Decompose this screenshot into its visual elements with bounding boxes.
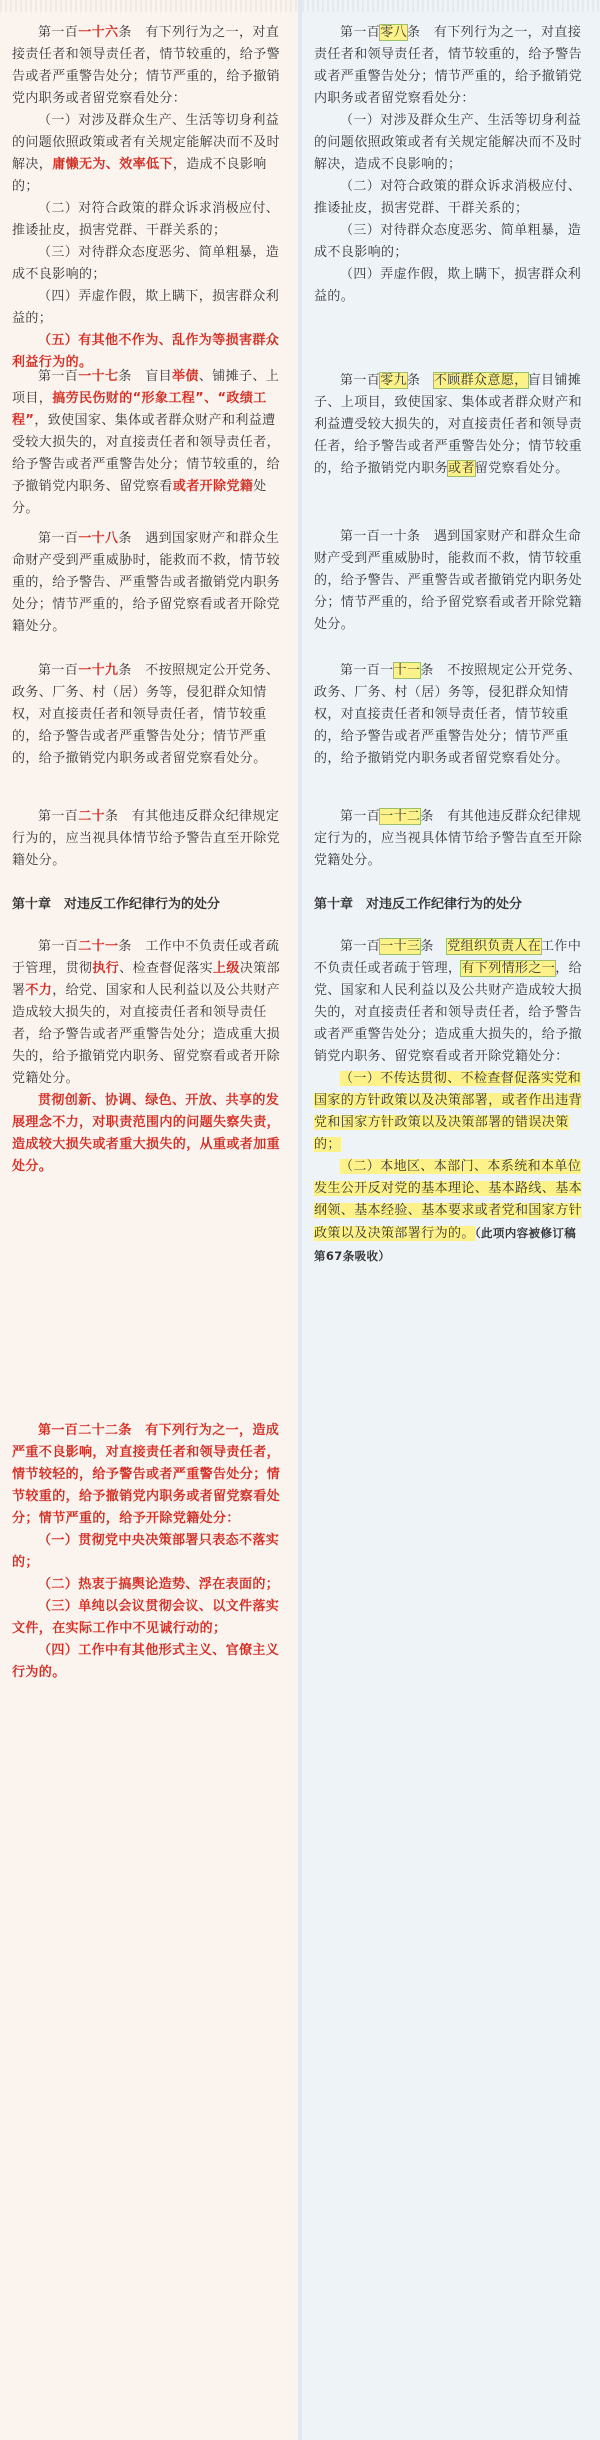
article-112: 第一百一十二条 有其他违反群众纪律规定行为的，应当视具体情节给予警告直至开除党籍处分。 (314, 809, 583, 868)
article-122-lead: 第一百二十二条 有下列行为之一，造成严重不良影响，对直接责任者和领导责任者，情节较轻的，给予警告或者严重警告处分；情节较重的，给予撤销党内职务或者留党察看处分；情节严重的，给予开除党籍处分： (12, 1423, 281, 1526)
article-121: 第一百二十一条 工作中不负责任或者疏于管理，贯彻执行、检查督促落实上级决策部署不力，给党、国家和人民利益以及公共财产造成较大损失的，对直接责任者和领导责任者，给予警告或者严重警告处分；造成重大损失的，给予撤销党内职务、留党察看或者开除党籍处分。 贯彻创新、协调、绿色、开放、共享的发展理念不力，对职责范围内的问题失察失责，造成较大损失或者重大损失的，从重或者加重处分。 (12, 936, 286, 1178)
article-108: 第一百零八条 有下列行为之一，对直接责任者和领导责任者，情节较重的，给予警告或者严重警告处分；情节严重的，给予撤销党内职务或者留党察看处分： （一）对涉及群众生产、生活等切身利益的问题依照政策或者有关规定能解决而不及时解决，造成不良影响的； （二）对符合政策的群众诉求消极应付、推诿扯皮，损害党群、干群关系的； （三）对待群众态度恶劣、简单粗暴，造成不良影响的； （四）弄虚作假，欺上瞒下，损害群众利益的。 (314, 25, 583, 304)
article-119: 第一百一十九条 不按照规定公开党务、政务、厂务、村（居）务等，侵犯群众知情权，对直接责任者和领导责任者，情节较重的，给予警告或者严重警告处分；情节严重的，给予撤销党内职务或者留党察看处分。 (12, 663, 280, 766)
article-113: 第一百一十三条 党组织负责人在工作中不负责任或者疏于管理，有下列情形之一，给党、国家和人民利益以及公共财产造成较大损失的，对直接责任者和领导责任者，给予警告或者严重警告处分；造成重大损失的，给予撤销党内职务、留党察看或者开除党籍处分： （一）不传达贯彻、不检查督促落实党和国家的方针政策以及决策部署，或者作出违背党和国家方针政策以及决策部署的错误决策的； （二）本地区、本部门、本系统和本单位发生公开反对党的基本理论、基本路线、基本纲领、基本经验、基本要求或者党和国家方针政策以及决策部署行为的。（此项内容被修订稿第67条吸收） (314, 939, 583, 1263)
left-column-new-version (0, 0, 298, 2440)
article-116 (12, 22, 286, 374)
article-120: 第一百二十条 有其他违反群众纪律规定行为的，应当视具体情节给予警告直至开除党籍处分。 (12, 809, 281, 868)
article-116-item-2: （二）对符合政策的群众诉求消极应付、推诿扯皮，损害党群、干群关系的； (12, 201, 280, 238)
article-116-item-5: （五）有其他不作为、乱作为等损害群众利益行为的。 (12, 333, 280, 370)
article-116-item-1: （一）对涉及群众生产、生活等切身利益的问题依照政策或者有关规定能解决而不及时解决，庸懒无为、效率低下，造成不良影响的； (12, 113, 281, 194)
revision-note: （此项内容被修订稿第67条吸收） (314, 1226, 577, 1263)
article-110: 第一百一十条 遇到国家财产和群众生命财产受到严重威胁时，能救而不救，情节较重的，给予警告、严重警告或者撤销党内职务处分；情节严重的，给予留党察看或者开除党籍处分。 (314, 529, 583, 632)
article-122-item-2: （二）热衷于搞舆论造势、浮在表面的； (38, 1577, 280, 1592)
article-116-lead: 第一百一十六条 有下列行为之一，对直接责任者和领导责任者，情节较重的，给予警告或者严重警告处分；情节严重的，给予撤销党内职务或者留党察看处分： (12, 25, 281, 106)
right-column-old-version (302, 0, 600, 2440)
article-122-item-1: （一）贯彻党中央决策部署只表态不落实的； (12, 1533, 280, 1570)
article-116-item-3: （三）对待群众态度恶劣、简单粗暴，造成不良影响的； (12, 245, 280, 282)
article-122 (12, 1420, 286, 1684)
article-111: 第一百一十一条 不按照规定公开党务、政务、厂务、村（居）务等，侵犯群众知情权，对直接责任者和领导责任者，情节较重的，给予警告或者严重警告处分；情节严重的，给予撤销党内职务或者留党察看处分。 (314, 663, 582, 766)
article-118: 第一百一十八条 遇到国家财产和群众生命财产受到严重威胁时，能救而不救，情节较重的，给予警告、严重警告或者撤销党内职务处分；情节严重的，给予留党察看或者开除党籍处分。 (12, 531, 281, 634)
chapter-10-heading-old: 第十章 对违反工作纪律行为的处分 (314, 897, 523, 912)
chapter-10-heading: 第十章 对违反工作纪律行为的处分 (12, 897, 221, 912)
article-121-new-paragraph: 贯彻创新、协调、绿色、开放、共享的发展理念不力，对职责范围内的问题失察失责，造成较大损失或者重大损失的，从重或者加重处分。 (12, 1093, 281, 1174)
article-117: 第一百一十七条 盲目举债、铺摊子、上项目，搞劳民伤财的“形象工程”、“政绩工程”，致使国家、集体或者群众财产和利益遭受较大损失的，对直接责任者和领导责任者，给予警告或者严重警告处分；情节较重的，给予撤销党内职务、留党察看或者开除党籍处分。 (12, 369, 281, 516)
article-122-item-4: （四）工作中有其他形式主义、官僚主义行为的。 (12, 1643, 280, 1680)
article-122-item-3: （三）单纯以会议贯彻会议、以文件落实文件，在实际工作中不见诚行动的； (12, 1599, 280, 1636)
article-116-item-4: （四）弄虚作假，欺上瞒下，损害群众利益的； (12, 289, 280, 326)
article-109: 第一百零九条 不顾群众意愿，盲目铺摊子、上项目，致使国家、集体或者群众财产和利益遭受较大损失的，对直接责任者和领导责任者，给予警告或者严重警告处分；情节较重的，给予撤销党内职务或者留党察看处分。 (314, 373, 583, 476)
